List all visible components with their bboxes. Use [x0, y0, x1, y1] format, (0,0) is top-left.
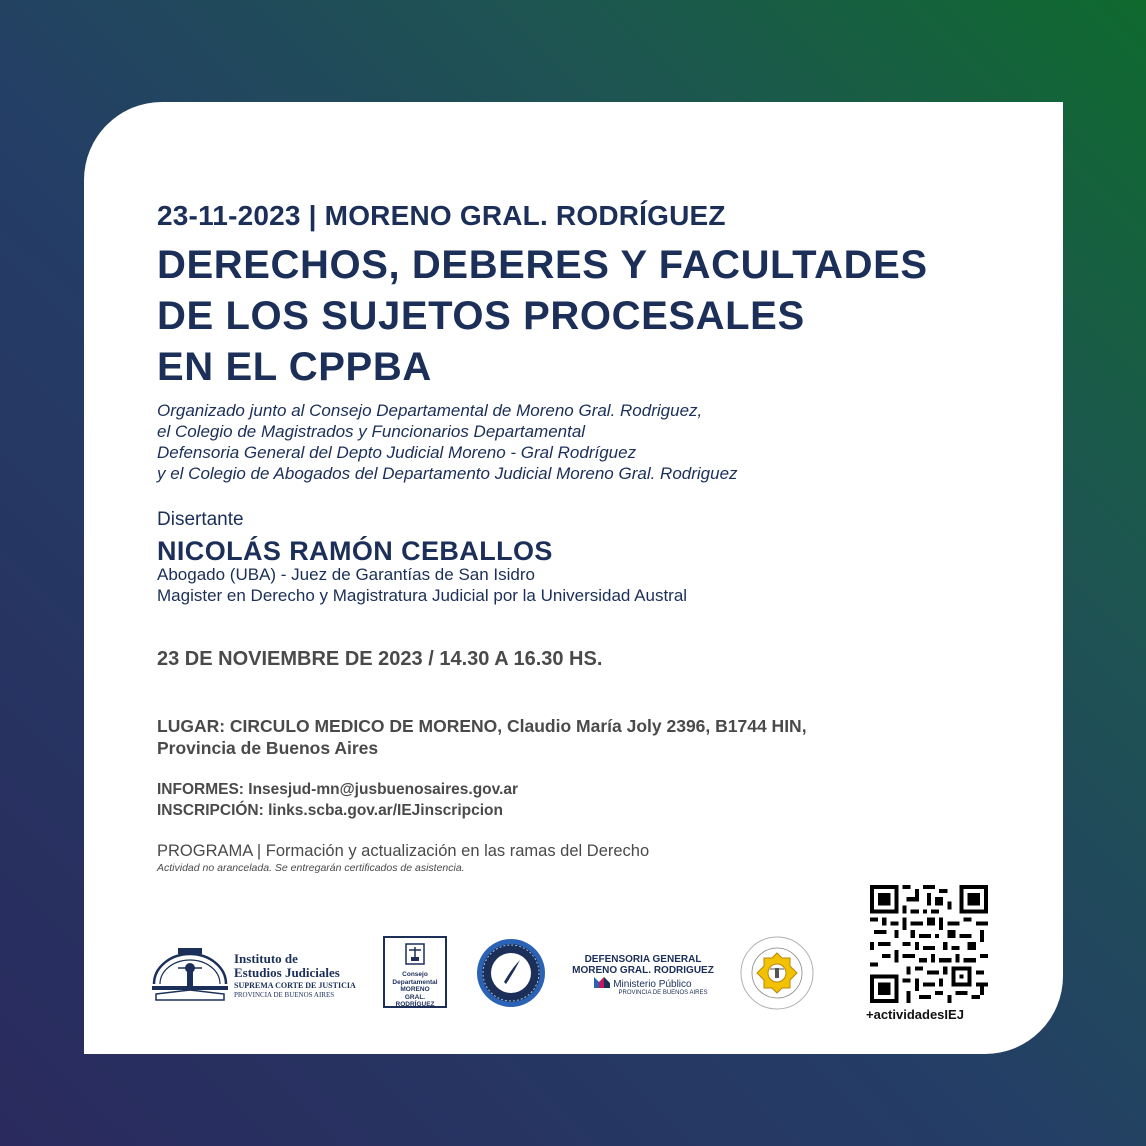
event-schedule: 23 DE NOVIEMBRE DE 2023 / 14.30 A 16.30 HS. [157, 648, 603, 670]
contact-informes: INFORMES: Insesjud-mn@jusbuenosaires.gov.ar [157, 781, 519, 798]
magistrados-seal-icon [476, 938, 546, 1008]
program-line: PROGRAMA | Formación y actualización en las ramas del Derecho [157, 842, 650, 860]
location-line-1: LUGAR: CIRCULO MEDICO DE MORENO, Claudio María Joly 2396, B1744 HIN, [157, 716, 807, 736]
title-line-1: DERECHOS, DEBERES Y FACULTADES [157, 243, 928, 287]
contact-inscripcion: INSCRIPCIÓN: links.scba.gov.ar/IEJinscripcion [157, 802, 503, 819]
ministerio-publico-icon [594, 977, 610, 988]
defensoria-line-3 [572, 977, 714, 990]
abogados-seal-icon [740, 936, 814, 1010]
consejo-departamental-logo [383, 936, 447, 1008]
defensoria-line-2: MORENO GRAL. RODRIGUEZ [572, 965, 714, 976]
colegio-abogados-seal [740, 936, 814, 1010]
speaker-name: NICOLÁS RAMÓN CEBALLOS [157, 536, 553, 566]
iej-emblem-icon [150, 944, 230, 1006]
defensoria-general-logo [572, 954, 714, 996]
speaker-label: Disertante [157, 509, 244, 530]
qr-caption: +actividadesIEJ [866, 1007, 964, 1022]
defensoria-line-1: DEFENSORIA GENERAL [584, 954, 702, 965]
iej-province-line: PROVINCIA DE BUENOS AIRES [234, 991, 335, 999]
iej-name-line-1: Instituto de [234, 951, 298, 966]
attendance-note: Actividad no arancelada. Se entregarán certificados de asistencia. [157, 862, 465, 874]
location-line-2: Provincia de Buenos Aires [157, 738, 379, 758]
speaker-credential-1: Abogado (UBA) - Juez de Garantías de San Isidro [157, 565, 535, 584]
consejo-line-2: Departamental [392, 978, 438, 986]
iej-name-line-2: Estudios Judiciales [234, 965, 340, 980]
title-line-2: DE LOS SUJETOS PROCESALES [157, 294, 805, 338]
qr-code-icon [870, 885, 988, 1003]
colegio-magistrados-seal [476, 938, 546, 1008]
speaker-credential-2: Magister en Derecho y Magistratura Judicial por la Universidad Austral [157, 586, 688, 605]
organizers-line-3: Defensoria General del Depto Judicial Moreno - Gral Rodríguez [157, 443, 637, 462]
date-location-heading: 23-11-2023 | MORENO GRAL. RODRÍGUEZ [157, 200, 726, 231]
scales-icon [403, 942, 427, 966]
consejo-line-1: Consejo [402, 971, 428, 978]
ministerio-publico-label: Ministerio Público [613, 979, 692, 990]
defensoria-province-line: PROVINCIA DE BUENOS AIRES [618, 990, 708, 996]
organizers-line-4: y el Colegio de Abogados del Departamento Judicial Moreno Gral. Rodriguez [157, 464, 738, 483]
organizers-line-2: el Colegio de Magistrados y Funcionarios Departamental [157, 422, 586, 441]
consejo-line-3: MORENO [400, 986, 430, 993]
iej-logo [150, 944, 365, 1006]
consejo-line-4: GRAL. RODRÍGUEZ [395, 993, 435, 1008]
title-line-3: EN EL CPPBA [157, 345, 432, 389]
organizers-line-1: Organizado junto al Consejo Departamental de Moreno Gral. Rodriguez, [157, 401, 703, 420]
iej-court-line: SUPREMA CORTE DE JUSTICIA [234, 981, 356, 990]
registration-qr-code[interactable] [870, 885, 988, 1003]
